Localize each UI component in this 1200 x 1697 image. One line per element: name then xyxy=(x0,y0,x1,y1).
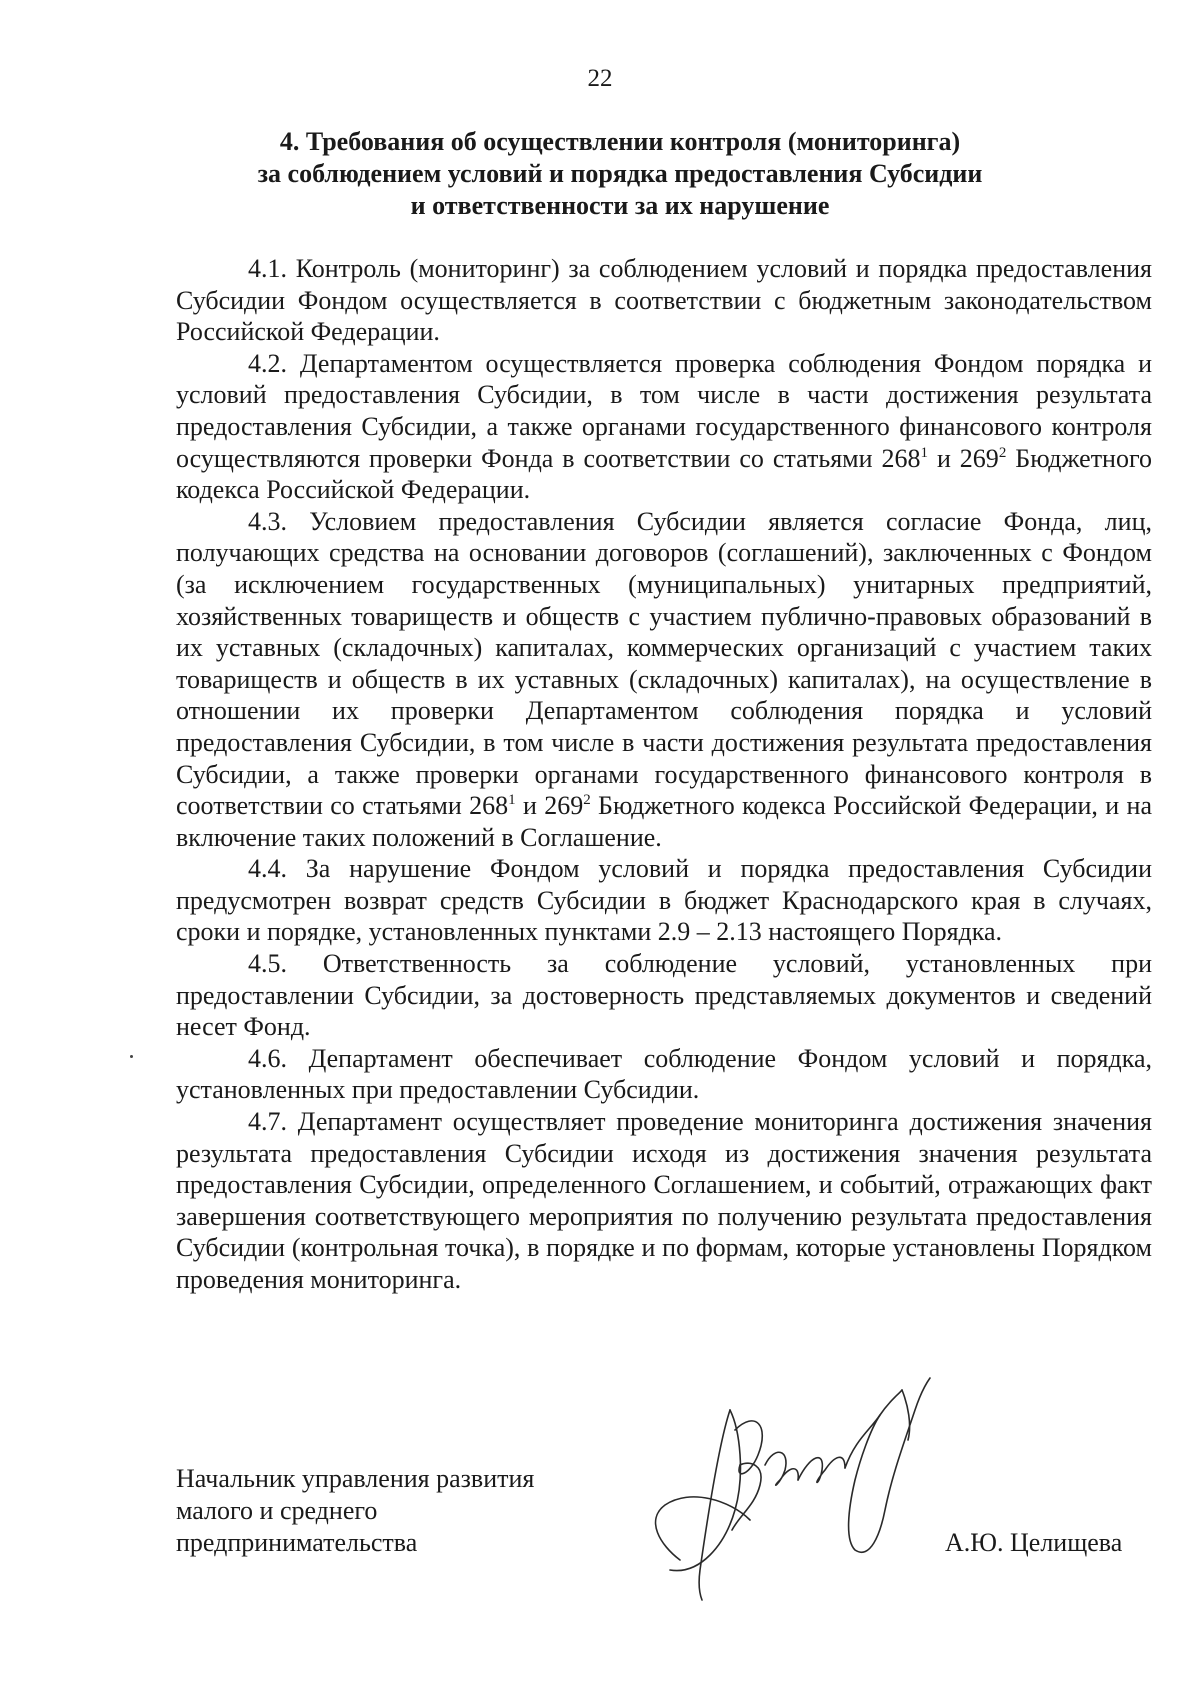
section-heading-line-3: и ответственности за их нарушение xyxy=(410,191,830,220)
document-body xyxy=(176,253,1152,1296)
paragraph-4-4: 4.4. За нарушение Фондом условий и порядка предоставления Субсидии предусмотрен возврат средств Субсидии в бюджет Краснодарского края в случаях, сроки и порядке, установленных пунктами 2.9 – 2.13 настоящего Порядка. xyxy=(176,854,1152,947)
signatory-position-line-2: малого и среднего xyxy=(176,1496,378,1525)
paragraph-4-3-text-c: Бюджетного кодекса Российской Федерации, и на включение таких положений в Соглашение. xyxy=(176,791,1152,852)
paragraph-4-2 xyxy=(176,348,1152,506)
paragraph-4-7: 4.7. Департамент осуществляет проведение мониторинга достижения значения результата предоставления Субсидии исходя из достижения значения результата предоставления Субсидии, определенного Соглашением, и событий, отражающих факт завершения соответствующего мероприятия по получению результата предоставления Субсидии (контрольная точка), в порядке и по формам, которые установлены Порядком проведения мониторинга. xyxy=(176,1107,1152,1294)
section-heading-line-2: за соблюдением условий и порядка предоставления Субсидии xyxy=(257,159,983,188)
section-heading-line-1: 4. Требования об осуществлении контроля (мониторинга) xyxy=(279,127,961,156)
paragraph-4-3-text-b: и 269 xyxy=(515,791,584,821)
signatory-position-line-1: Начальник управления развития xyxy=(176,1464,535,1493)
signatory-name: А.Ю. Целищева xyxy=(945,1528,1123,1557)
superscript-2: 2 xyxy=(583,792,591,809)
paragraph-4-2-text-b: и 269 xyxy=(927,443,999,473)
signatory-position-line-3: предпринимательства xyxy=(176,1528,418,1557)
superscript-1: 1 xyxy=(920,444,928,461)
paragraph-4-2-text-c: Бюджетного кодекса Российской Федерации. xyxy=(176,443,1152,505)
superscript-1: 1 xyxy=(508,792,516,809)
paragraph-4-2-text-a: 4.2. Департаментом осуществляется проверка соблюдения Фондом порядка и условий предоставления Субсидии, в том числе в части достижения результата предоставления Субсидии, а также органами государственного финансового контроля осуществляются проверки Фонда в соответствии со статьями 268 xyxy=(176,348,1152,473)
section-heading xyxy=(140,126,1100,222)
margin-mark xyxy=(130,1055,133,1058)
signatory-position xyxy=(176,1463,534,1559)
paragraph-4-3-text-a: 4.3. Условием предоставления Субсидии является согласие Фонда, лиц, получающих средства на основании договоров (соглашений), заключенных с Фондом (за исключением государственных (муниципальных) унитарных предприятий, хозяйственных товариществ и обществ с участием публично-правовых образований в их уставных (складочных) капиталах, коммерческих организаций с участием таких товариществ и обществ в их уставных (складочных) капиталах), на осуществление в отношении их проверки Департаментом соблюдения порядка и условий предоставления Субсидии, в том числе в части достижения результата предоставления Субсидии, а также проверки органами государственного финансового контроля в соответствии со статьями 268 xyxy=(176,506,1152,821)
page-number: 22 xyxy=(587,65,613,92)
paragraph-4-6: 4.6. Департамент обеспечивает соблюдение Фондом условий и порядка, установленных при предоставлении Субсидии. xyxy=(176,1043,1152,1105)
handwritten-signature xyxy=(640,1370,980,1620)
paragraph-4-5: 4.5. Ответственность за соблюдение условий, установленных при предоставлении Субсидии, за достоверность представляемых документов и сведений несет Фонд. xyxy=(176,949,1152,1042)
superscript-2: 2 xyxy=(998,444,1007,461)
paragraph-4-1: 4.1. Контроль (мониторинг) за соблюдением условий и порядка предоставления Субсидии Фондом осуществляется в соответствии с бюджетным законодательством Российской Федерации. xyxy=(176,254,1152,347)
paragraph-4-3 xyxy=(176,506,1152,854)
